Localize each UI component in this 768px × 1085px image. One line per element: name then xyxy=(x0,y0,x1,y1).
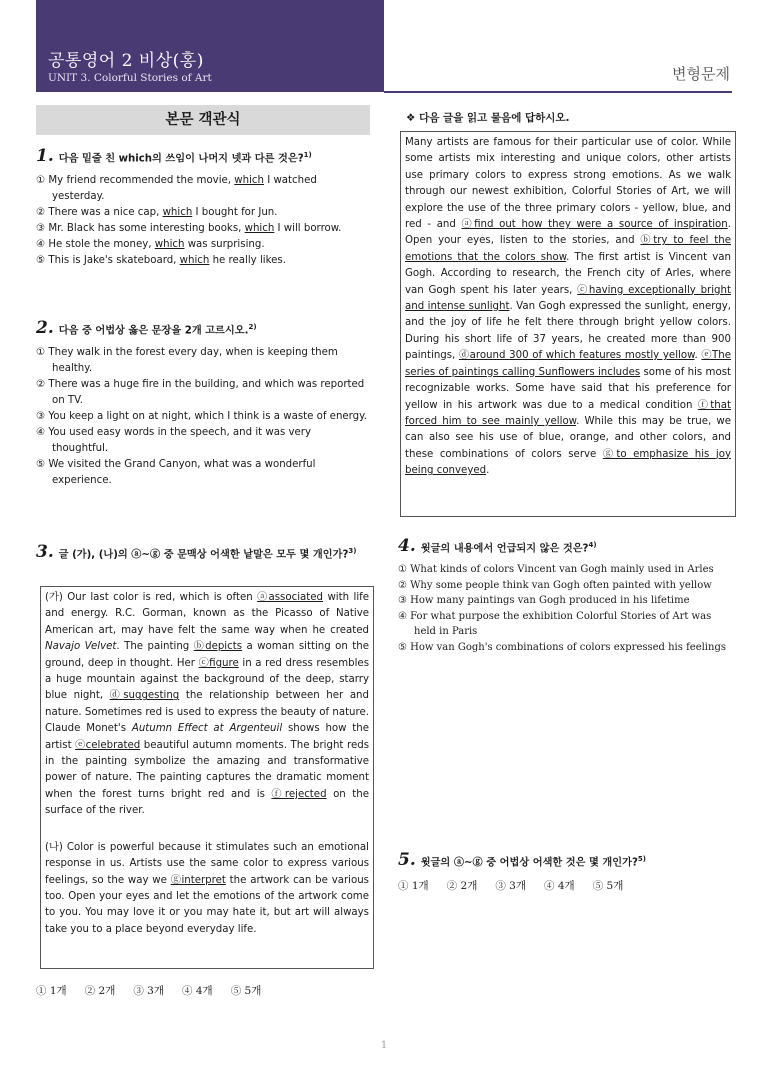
doc-title: 공통영어 2 비상(홍) xyxy=(48,51,204,71)
option-text: There was a nice cap, xyxy=(48,207,163,218)
q1-options xyxy=(36,173,370,269)
option-text: How van Gogh's combinations of colors expressed his feelings xyxy=(410,641,726,653)
q3-passage-na xyxy=(45,840,369,938)
passage-text: on the surface of the river. xyxy=(45,788,370,817)
option-number: ① xyxy=(398,564,407,575)
answer-choice: ⑤ 5개 xyxy=(230,985,262,997)
underlined-phrase: ⓑdepicts xyxy=(193,641,243,653)
option-text: There was a huge fire in the building, and which was reported on TV. xyxy=(48,379,365,406)
passage-text: (가) Our last color is red, which is often xyxy=(45,592,258,603)
underlined-phrase: ⓕthat forced him to see mainly yellow xyxy=(405,399,731,427)
q2-option xyxy=(36,457,370,489)
q1-option xyxy=(36,173,370,205)
underlined-phrase: ⓖto emphasize his joy being conveyed xyxy=(405,448,731,477)
q4-stem: 4. 윗글의 내용에서 언급되지 않은 것은?$^{4)}$ xyxy=(398,536,597,557)
underlined-phrase: ⓒhaving exceptionally bright and intense sunlight xyxy=(405,284,731,313)
option-text: This is Jake's skateboard, xyxy=(48,255,180,266)
diamond-bullet-icon: ❖ xyxy=(406,112,420,124)
passage-text: . The painting xyxy=(116,641,194,653)
passage-text: with life and energy. R.C. Gorman, known as the Picasso of Native American art, may have felt the same way when he created xyxy=(45,592,370,636)
q3-stem: 3. 글 (가), (나)의 ⓐ~ⓖ 중 문맥상 어색한 낱말은 모두 몇 개인가?$^{3)}$ xyxy=(36,542,357,563)
answer-choice: ② 2개 xyxy=(446,880,478,892)
q2-option xyxy=(36,377,370,409)
option-number: ④ xyxy=(36,239,46,250)
section-title: 본문 객관식 xyxy=(36,105,370,135)
option-text: Mr. Black has some interesting books, xyxy=(48,223,245,234)
option-text: My friend recommended the movie, xyxy=(48,175,235,186)
underlined-which: which xyxy=(234,175,264,186)
option-text: He stole the money, xyxy=(48,239,155,250)
answer-choice: ④ 4개 xyxy=(182,985,213,997)
q5-stem: 5. 윗글의 ⓐ~ⓖ 중 어법상 어색한 것은 몇 개인가?$^{5)}$ xyxy=(398,850,646,871)
passage-text: the artwork can be various too. Open your eyes and let the emotions of the artwork come to you. You may love it or you may hate it, but art will always take you to a place beyond everyday life. xyxy=(45,874,369,935)
q4-option xyxy=(398,578,734,594)
page-number: 1 xyxy=(380,1040,388,1051)
underlined-phrase: ⓕrejected xyxy=(271,788,327,800)
q4-option xyxy=(398,562,734,578)
italic-title: Autumn Effect at Argenteuil xyxy=(131,723,283,735)
passage-text: . Open your eyes, listen to the stories, and xyxy=(405,219,731,247)
q2-option xyxy=(36,345,370,377)
underlined-which: which xyxy=(244,223,275,234)
option-number: ② xyxy=(36,379,46,390)
doc-badge: 변형문제 xyxy=(672,65,730,83)
underlined-phrase: ⓔThe series of paintings calling Sunflowers includes xyxy=(405,350,732,378)
q1-option xyxy=(36,205,370,221)
option-number: ② xyxy=(398,579,407,591)
q5-answer-choices xyxy=(398,878,641,893)
option-number: ③ xyxy=(36,223,46,234)
passage-text: (나) Color is powerful because it stimulates such an emotional response in us. Artists use the same color to express various feelings, so the way we xyxy=(45,841,369,886)
option-number: ① xyxy=(36,175,46,186)
q2-option xyxy=(36,409,370,425)
option-text-tail: I bought for Jun. xyxy=(192,207,278,218)
q4-option xyxy=(398,640,734,656)
passage-text: a woman sitting on the ground, deep in thought. Her xyxy=(45,641,370,669)
underlined-phrase: ⓓaround 300 of which features mostly yellow xyxy=(458,350,695,362)
passage-text: shows how the artist xyxy=(45,723,370,751)
q4-option xyxy=(398,609,734,640)
option-number: ③ xyxy=(398,595,407,606)
q1-option xyxy=(36,253,370,269)
underlined-phrase: ⓐfind out how they were a source of inspiration xyxy=(461,219,728,231)
q2-option xyxy=(36,425,370,457)
underlined-phrase: ⓑtry to feel the emotions that the colors show xyxy=(405,235,731,263)
q2-stem: 2. 다음 중 어법상 옳은 문장을 2개 고르시오.$^{2)}$ xyxy=(36,318,257,339)
underlined-phrase: ⓐassociated xyxy=(257,592,323,603)
option-text-tail: I watched yesterday. xyxy=(52,175,317,202)
passage-text: beautiful autumn moments. The bright reds in the painting symbolize the amazing and transformative power of nature. The painting captures the dramatic moment when the forest turns bright red and is xyxy=(45,739,369,800)
q1-stem: 1. 다음 밑줄 친 which의 쓰임이 나머지 넷과 다른 것은?$^{1)}$ xyxy=(36,146,312,167)
underlined-phrase: ⓔcelebrated xyxy=(75,739,141,751)
q3-passage-ga xyxy=(45,590,369,820)
answer-choice: ④ 4개 xyxy=(544,880,575,892)
passage-text: Many artists are famous for their particular use of color. While some artists mix interesting and unique colors, other artists use primary colors to express strong emotions. As we walk through our newest exhibition, Colorful Stories of Art, we will explore the use of the three primary colors - yellow, blue, and red - and xyxy=(405,137,731,231)
q3-passage-box xyxy=(40,586,374,969)
answer-choice: ⑤ 5개 xyxy=(592,880,624,892)
passage-text: . The first artist is Vincent van Gogh. According to research, the French city of Arles, where van Gogh spent his later years, xyxy=(405,251,731,296)
passage-text: in a red dress resembles a huge mountain against the background of the deep, starry blue night, xyxy=(45,657,369,702)
underlined-phrase: ⓓsuggesting xyxy=(109,690,180,702)
option-number: ⑤ xyxy=(398,641,407,653)
option-text: Why some people think van Gogh often painted with yellow xyxy=(410,579,712,591)
option-number: ① xyxy=(36,347,46,358)
answer-choice: ③ 3개 xyxy=(495,880,527,892)
q2-options xyxy=(36,345,370,489)
option-text: We visited the Grand Canyon, what was a wonderful experience. xyxy=(48,459,316,486)
main-passage-box xyxy=(400,131,736,517)
answer-choice: ① 1개 xyxy=(398,880,429,892)
instruction: ❖ 다음 글을 읽고 물음에 답하시오. xyxy=(406,112,570,124)
passage-text: some of his most recognizable works. Some have said that his preference for yellow in his artwork was due to a medical condition xyxy=(405,366,731,411)
option-text-tail: was surprising. xyxy=(184,239,265,250)
option-text-tail: I will borrow. xyxy=(274,223,342,234)
underlined-which: which xyxy=(179,255,210,266)
passage-text: . xyxy=(486,465,490,477)
left-column xyxy=(36,105,370,145)
option-text: You keep a light on at night, which I think is a waste of energy. xyxy=(48,411,367,422)
q4-options xyxy=(398,562,734,655)
option-number: ④ xyxy=(398,610,407,622)
passage-text: . xyxy=(694,350,702,362)
q1-option xyxy=(36,221,370,237)
option-text-tail: he really likes. xyxy=(209,255,286,266)
option-number: ③ xyxy=(36,411,46,422)
answer-choice: ① 1개 xyxy=(36,985,67,997)
q3-answer-choices xyxy=(36,983,279,998)
q1-option xyxy=(36,237,370,253)
passage-text: . Van Gogh expressed the sunlight, energy, and the joy of life he felt there through bright yellow colors. During his short life of 37 years, he created more than 900 paintings, xyxy=(405,301,731,362)
q4-option xyxy=(398,593,734,609)
header-band xyxy=(36,0,384,92)
option-text: For what purpose the exhibition Colorful Stories of Art was held in Paris xyxy=(410,610,712,637)
option-number: ④ xyxy=(36,427,46,438)
option-text: You used easy words in the speech, and it was very thoughtful. xyxy=(48,427,312,454)
option-number: ⑤ xyxy=(36,459,46,470)
underlined-phrase: ⓖinterpret xyxy=(170,874,226,886)
passage-text: the relationship between her and nature. Sometimes red is used to express the beauty of nature. Claude Monet's xyxy=(45,690,369,735)
underlined-phrase: ⓒfigure xyxy=(198,657,239,669)
option-text: They walk in the forest every day, when is keeping them healthy. xyxy=(48,347,338,374)
underlined-which: which xyxy=(162,207,193,218)
option-number: ⑤ xyxy=(36,255,46,266)
doc-subtitle: UNIT 3. Colorful Stories of Art xyxy=(48,72,212,84)
option-text: What kinds of colors Vincent van Gogh mainly used in Arles xyxy=(410,564,714,575)
answer-choice: ③ 3개 xyxy=(133,985,165,997)
italic-title: Navajo Velvet xyxy=(45,641,117,653)
option-text: How many paintings van Gogh produced in his lifetime xyxy=(410,595,690,606)
option-number: ② xyxy=(36,207,46,218)
header-rule xyxy=(384,91,732,93)
passage-text: . While this may be true, we can also see his use of blue, orange, and other colors, and these combinations of colors serve xyxy=(405,415,731,460)
underlined-which: which xyxy=(154,239,185,250)
answer-choice: ② 2개 xyxy=(84,985,116,997)
